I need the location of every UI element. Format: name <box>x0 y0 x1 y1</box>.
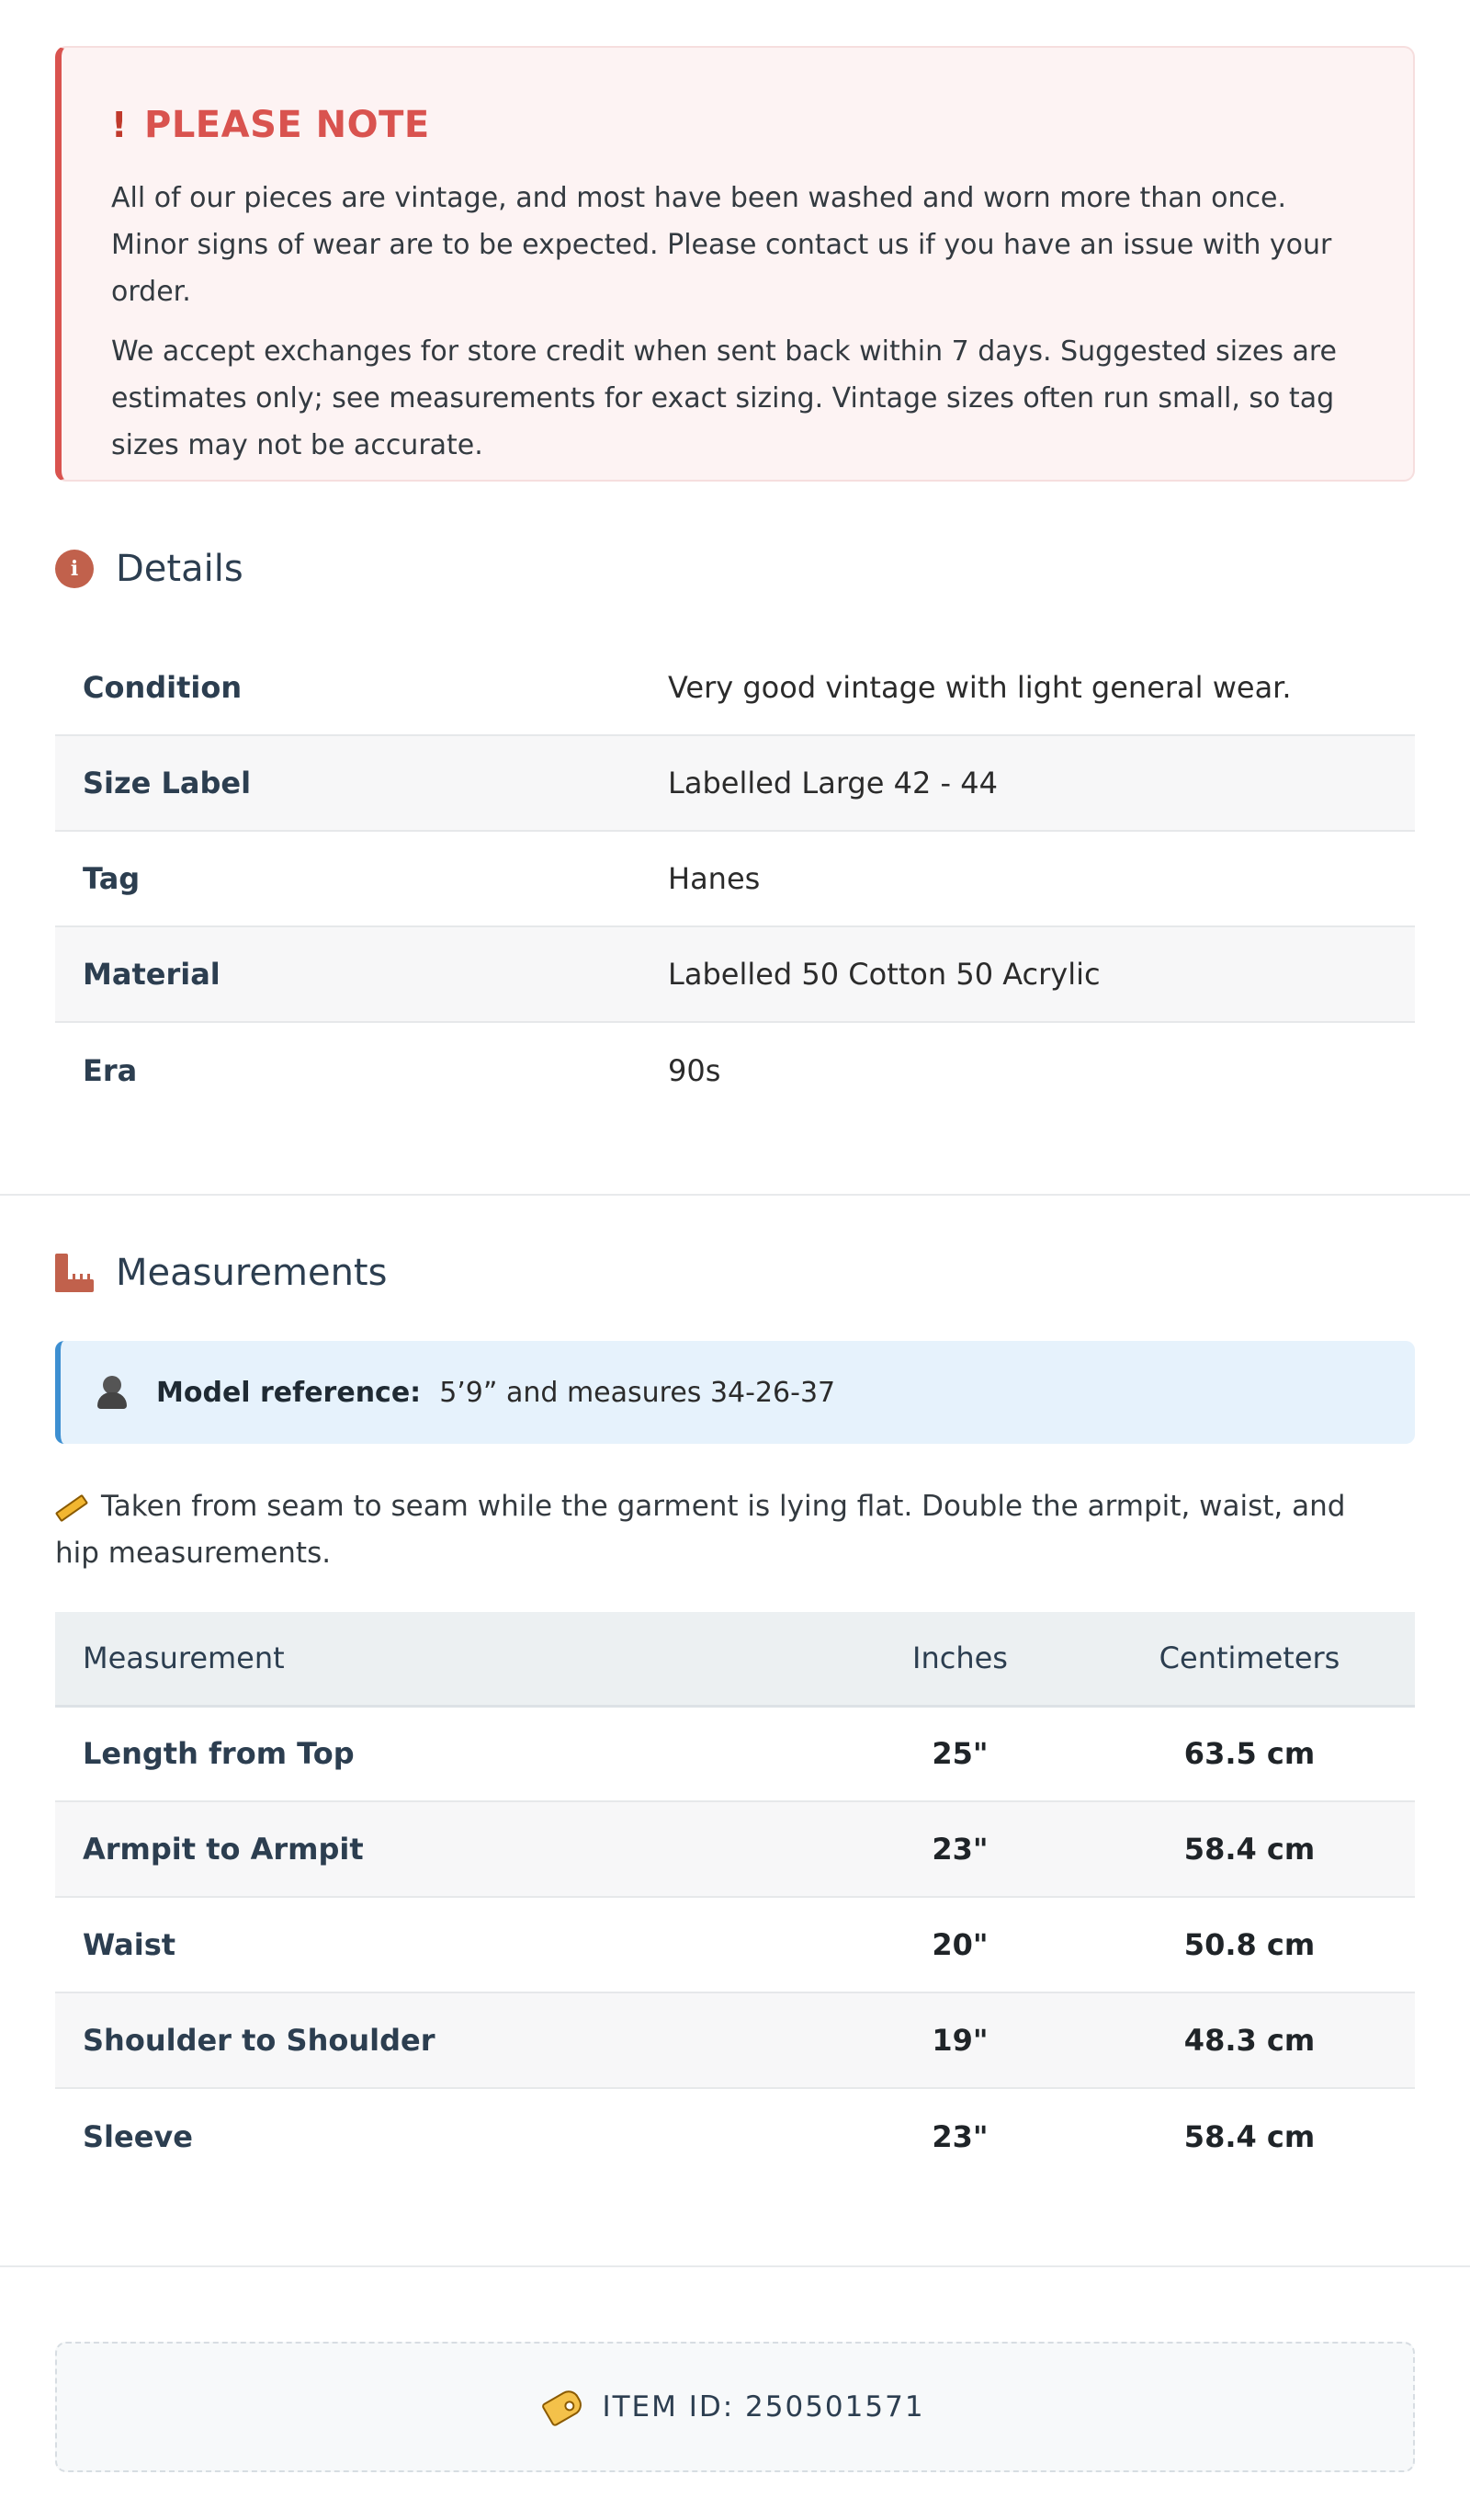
model-reference-box <box>55 1341 1415 1444</box>
measurement-name: Waist <box>55 1897 836 1992</box>
please-note-box <box>55 46 1415 482</box>
measurement-note <box>55 1483 1378 1577</box>
measurement-inches: 23" <box>836 1801 1084 1897</box>
item-id-text: ITEM ID: 250501571 <box>602 2390 925 2424</box>
model-reference-label: Model reference: <box>156 1376 422 1409</box>
measurement-cm: 50.8 cm <box>1084 1897 1415 1992</box>
details-title: Details <box>116 548 243 590</box>
table-row <box>55 1897 1415 1992</box>
item-id-box <box>55 2342 1415 2472</box>
measurements-heading <box>55 1252 387 1294</box>
details-table <box>55 640 1415 1118</box>
table-header-row <box>55 1612 1415 1706</box>
measurement-note-text: Taken from seam to seam while the garment is lying flat. Double the armpit, waist, and hip measurements. <box>55 1490 1346 1570</box>
notice-title <box>111 105 1363 145</box>
measurements-title: Measurements <box>116 1252 388 1294</box>
table-row <box>55 1992 1415 2088</box>
detail-value: Hanes <box>668 831 1415 926</box>
measurement-cm: 63.5 cm <box>1084 1706 1415 1801</box>
measurement-inches: 19" <box>836 1992 1084 2088</box>
details-heading <box>55 548 243 590</box>
column-header: Centimeters <box>1084 1612 1415 1706</box>
tag-icon <box>541 2387 586 2427</box>
table-row <box>55 1022 1415 1118</box>
table-row <box>55 1801 1415 1897</box>
person-icon <box>96 1376 129 1409</box>
section-divider <box>0 2265 1470 2267</box>
info-icon: i <box>55 550 94 588</box>
measurement-inches: 25" <box>836 1706 1084 1801</box>
detail-value: Labelled 50 Cotton 50 Acrylic <box>668 926 1415 1022</box>
detail-label: Material <box>55 926 668 1022</box>
measurements-table <box>55 1612 1415 2184</box>
detail-label: Size Label <box>55 735 668 831</box>
detail-value: Labelled Large 42 - 44 <box>668 735 1415 831</box>
measurement-cm: 58.4 cm <box>1183 2118 1316 2154</box>
notice-title-text: PLEASE NOTE <box>144 104 430 146</box>
detail-label: Era <box>83 1052 138 1088</box>
measurement-cm: 48.3 cm <box>1084 1992 1415 2088</box>
detail-label: Condition <box>55 640 668 735</box>
measurement-name: Length from Top <box>55 1706 836 1801</box>
column-header: Measurement <box>55 1612 836 1706</box>
section-divider <box>0 1194 1470 1196</box>
measurement-name: Shoulder to Shoulder <box>55 1992 836 2088</box>
notice-paragraph-1: All of our pieces are vintage, and most have been washed and worn more than once. Minor signs of wear are to be expected. Please contact us if you have an issue with your order. <box>111 182 1332 308</box>
model-reference-value: 5’9” and measures 34-26-37 <box>439 1376 836 1409</box>
measurement-cm: 58.4 cm <box>1084 1801 1415 1897</box>
detail-value: 90s <box>668 1052 721 1088</box>
table-row <box>55 2088 1415 2184</box>
exclamation-icon: ! <box>111 105 128 145</box>
measurement-inches: 23" <box>932 2118 989 2154</box>
pencil-icon <box>55 1493 88 1521</box>
table-row <box>55 735 1415 831</box>
measurement-name: Sleeve <box>83 2118 193 2154</box>
detail-value: Very good vintage with light general wear. <box>668 640 1415 735</box>
notice-paragraph-2: We accept exchanges for store credit when sent back within 7 days. Suggested sizes are estimates only; see measurements for exact sizing. Vintage sizes often run small, so tag sizes may not be accurate. <box>111 335 1338 461</box>
table-row <box>55 831 1415 926</box>
measurement-name: Armpit to Armpit <box>55 1801 836 1897</box>
table-row <box>55 640 1415 735</box>
column-header: Inches <box>836 1612 1084 1706</box>
table-row <box>55 1706 1415 1801</box>
measurement-inches: 20" <box>836 1897 1084 1992</box>
ruler-icon <box>55 1254 94 1292</box>
detail-label: Tag <box>55 831 668 926</box>
table-row <box>55 926 1415 1022</box>
